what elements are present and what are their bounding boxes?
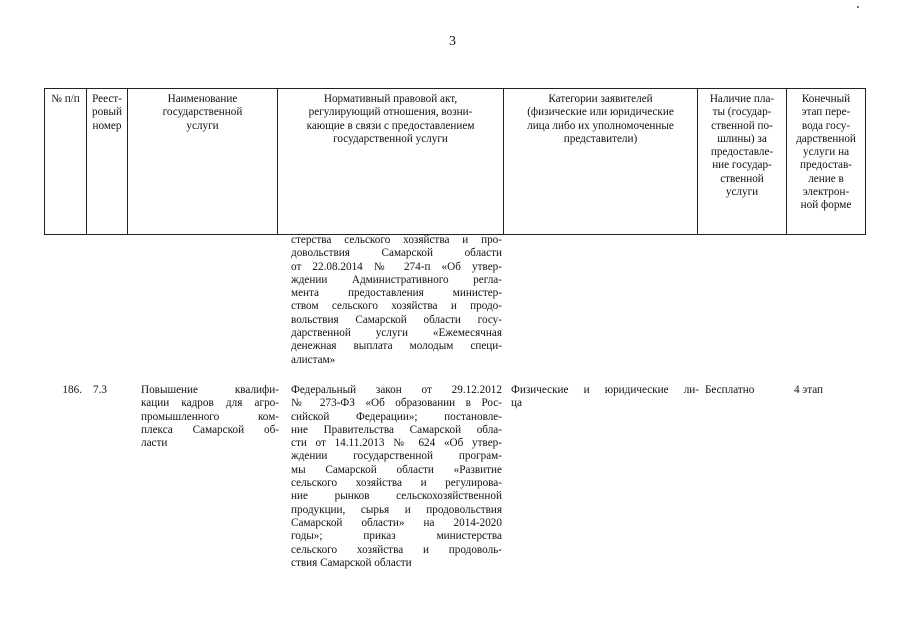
text-line: ствия Самарской области (291, 556, 412, 569)
text-line: Физические и юридические ли- (511, 384, 699, 396)
row-186-legal-act (291, 384, 502, 570)
text-line: промышленного ком- (141, 410, 279, 423)
text-line: денежная выплата молодым специ- (291, 340, 502, 353)
text-line: лица либо их уполномоченные (527, 119, 674, 132)
header-col-number (45, 89, 87, 235)
text-line: сельского хозяйства и продоволь- (291, 543, 502, 556)
text-line: мента предоставления министер- (291, 287, 502, 300)
text-line: сийской Федерации»; постановле- (291, 410, 502, 423)
text-line: государственной (162, 106, 243, 119)
text-line: Наличие пла- (709, 93, 775, 105)
text-line: ственной (720, 172, 764, 185)
row-186-registry: 7.3 (93, 384, 107, 396)
text-line: Наименование (167, 93, 238, 105)
text-line: вольствия Самарской области госу- (291, 313, 502, 326)
text-line: ственной по- (711, 119, 773, 132)
services-table-header (44, 88, 866, 235)
text-line: услуги (725, 186, 759, 199)
text-line: ством сельского хозяйства и продо- (291, 300, 502, 313)
text-line: ровый (92, 106, 122, 119)
text-line: сти от 14.11.2013 № 624 «Об утвер- (291, 437, 502, 450)
text-line: ние государ- (712, 159, 772, 172)
text-line: ты (государ- (712, 106, 772, 119)
text-line: сельского хозяйства и регулирова- (291, 477, 502, 490)
page-number: 3 (449, 34, 456, 49)
header-col-legal-act (278, 89, 504, 235)
text-line: № п/п (51, 93, 80, 105)
text-line: продукции, сырья и продовольствия (291, 503, 502, 516)
text-line: услуги на (802, 146, 850, 159)
text-line: представители) (563, 132, 638, 145)
text-line: годы»; приказ министерства (291, 530, 502, 543)
scan-speck (857, 6, 859, 8)
row-186-payment: Бесплатно (705, 384, 755, 396)
header-col-payment (698, 89, 787, 235)
text-line: мы Самарской области «Развитие (291, 463, 502, 476)
header-col-service-name (128, 89, 278, 235)
row-186-applicants (511, 384, 699, 411)
text-line: электрон- (802, 186, 850, 199)
text-line: шлины) за (717, 132, 767, 145)
text-line: стерства сельского хозяйства и про- (291, 234, 502, 246)
text-line: предоставле- (710, 146, 774, 159)
text-line: предостав- (800, 159, 852, 172)
text-line: регулирующий отношения, возни- (308, 106, 473, 119)
text-line: ца (511, 397, 522, 410)
text-line: дарственной (796, 132, 856, 145)
text-line: Повышение квалифи- (141, 384, 279, 396)
text-line: услуги (186, 119, 219, 132)
text-line: ние Правительства Самарской обла- (291, 423, 502, 436)
header-col-final-stage (787, 89, 866, 235)
text-line: кающие в связи с предоставлением (306, 119, 475, 132)
text-line: Конечный (801, 93, 851, 105)
text-line: ние рынков сельскохозяйственной (291, 490, 502, 503)
text-line: ласти (141, 437, 168, 450)
text-line: ждении государственной програм- (291, 450, 502, 463)
row-186-final-stage: 4 этап (794, 384, 824, 396)
legal-act-continuation (291, 234, 502, 367)
text-line: номер (92, 119, 122, 132)
text-line: ление в (808, 172, 844, 185)
text-line: (физические или юридические (527, 106, 674, 119)
text-line: дарственной услуги «Ежемесячная (291, 327, 502, 340)
text-line: Самарской области» на 2014-2020 (291, 516, 502, 529)
text-line: этап пере- (801, 106, 851, 119)
text-line: довольствия Самарской области (291, 247, 502, 260)
header-col-applicants (504, 89, 698, 235)
text-line: вода госу- (801, 119, 851, 132)
text-line: государственной услуги (333, 132, 448, 145)
text-line: от 22.08.2014 № 274-п «Об утвер- (291, 260, 502, 273)
text-line: Федеральный закон от 29.12.2012 (291, 384, 502, 396)
text-line: кации кадров для агро- (141, 397, 279, 410)
text-line: Реест- (92, 93, 122, 105)
header-row (45, 89, 866, 235)
text-line: ной форме (800, 199, 852, 212)
row-186-number: 186. (62, 384, 82, 396)
text-line: Нормативный правовой акт, (323, 93, 458, 105)
text-line: Категории заявителей (548, 93, 653, 105)
text-line: № 273-ФЗ «Об образовании в Рос- (291, 397, 502, 410)
row-186-service-name (141, 384, 279, 450)
header-col-registry (87, 89, 128, 235)
text-line: ждении Административного регла- (291, 273, 502, 286)
text-line: плекса Самарской об- (141, 423, 279, 436)
text-line: алистам» (291, 353, 336, 366)
